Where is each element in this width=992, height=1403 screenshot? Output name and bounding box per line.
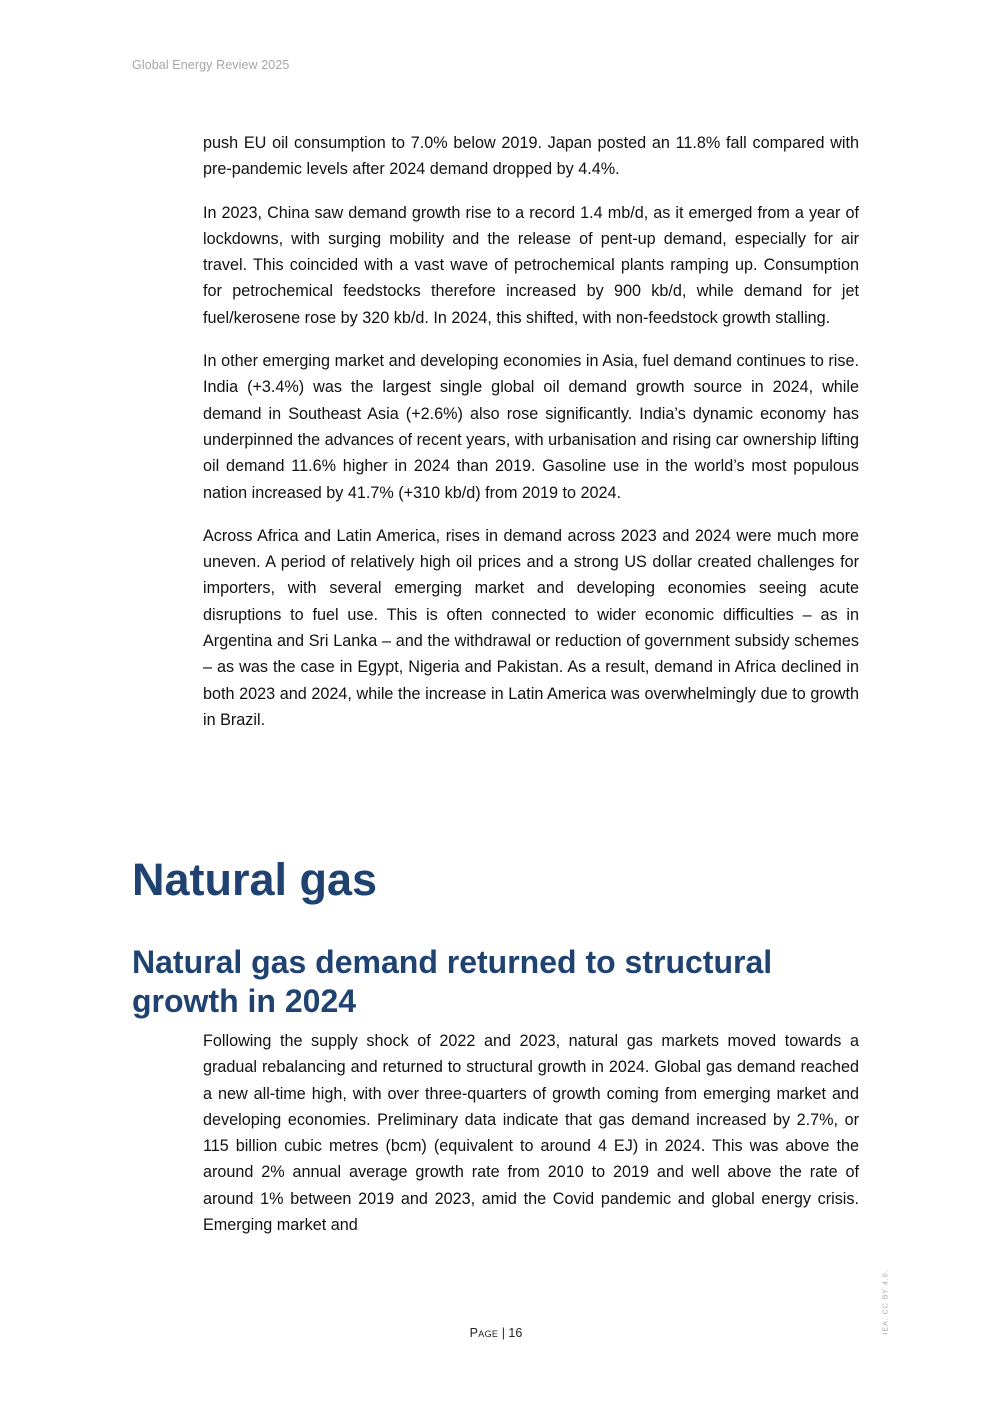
- oil-demand-text-block: [203, 130, 859, 750]
- page-label: Page: [469, 1326, 499, 1340]
- page-number: 16: [508, 1326, 523, 1340]
- body-paragraph: push EU oil consumption to 7.0% below 2019. Japan posted an 11.8% fall compared with pre-pandemic levels after 2024 demand dropped by 4.4%.: [203, 134, 859, 179]
- body-paragraph: In other emerging market and developing economies in Asia, fuel demand continues to rise. India (+3.4%) was the largest single global oil demand growth source in 2024, while demand in Southeast Asia (+2.6%) also rose significantly. India’s dynamic economy has underpinned the advances of recent years, with urbanisation and rising car ownership lifting oil demand 11.6% higher in 2024 than 2019. Gasoline use in the world’s most populous nation increased by 41.7% (+310 kb/d) from 2019 to 2024.: [203, 352, 859, 502]
- page-separator: |: [498, 1326, 509, 1340]
- license-text: IEA. CC BY 4.0.: [882, 1269, 890, 1335]
- body-paragraph: In 2023, China saw demand growth rise to a record 1.4 mb/d, as it emerged from a year of lockdowns, with surging mobility and the release of pent-up demand, especially for air travel. This coincided with a vast wave of petrochemical plants ramping up. Consumption for petrochemical feedstocks therefore increased by 900 kb/d, while demand for jet fuel/kerosene rose by 320 kb/d. In 2024, this shifted, with non-feedstock growth stalling.: [203, 203, 859, 327]
- page-footer: [0, 1326, 992, 1340]
- section-title: Natural gas: [132, 854, 378, 905]
- running-header: Global Energy Review 2025: [132, 58, 290, 72]
- body-paragraph: Across Africa and Latin America, rises in demand across 2023 and 2024 were much more uneven. A period of relatively high oil prices and a strong US dollar created challenges for importers, with several emerging market and developing economies seeing acute disruptions to fuel use. This is often connected to wider economic difficulties – as in Argentina and Sri Lanka – and the withdrawal or reduction of government subsidy schemes – as was the case in Egypt, Nigeria and Pakistan. As a result, demand in Africa declined in both 2023 and 2024, while the increase in Latin America was overwhelmingly due to growth in Brazil.: [203, 526, 859, 729]
- subsection-title: Natural gas demand returned to structural growth in 2024: [132, 944, 773, 1019]
- gas-demand-text-block: [203, 1028, 859, 1255]
- body-paragraph: Following the supply shock of 2022 and 2023, natural gas markets moved towards a gradual rebalancing and returned to structural growth in 2024. Global gas demand reached a new all-time high, with over three-quarters of growth coming from emerging market and developing economies. Preliminary data indicate that gas demand increased by 2.7%, or 115 billion cubic metres (bcm) (equivalent to around 4 EJ) in 2024. This was above the around 2% annual average growth rate from 2010 to 2019 and well above the rate of around 1% between 2019 and 2023, amid the Covid pandemic and global energy crisis. Emerging market and: [203, 1032, 859, 1235]
